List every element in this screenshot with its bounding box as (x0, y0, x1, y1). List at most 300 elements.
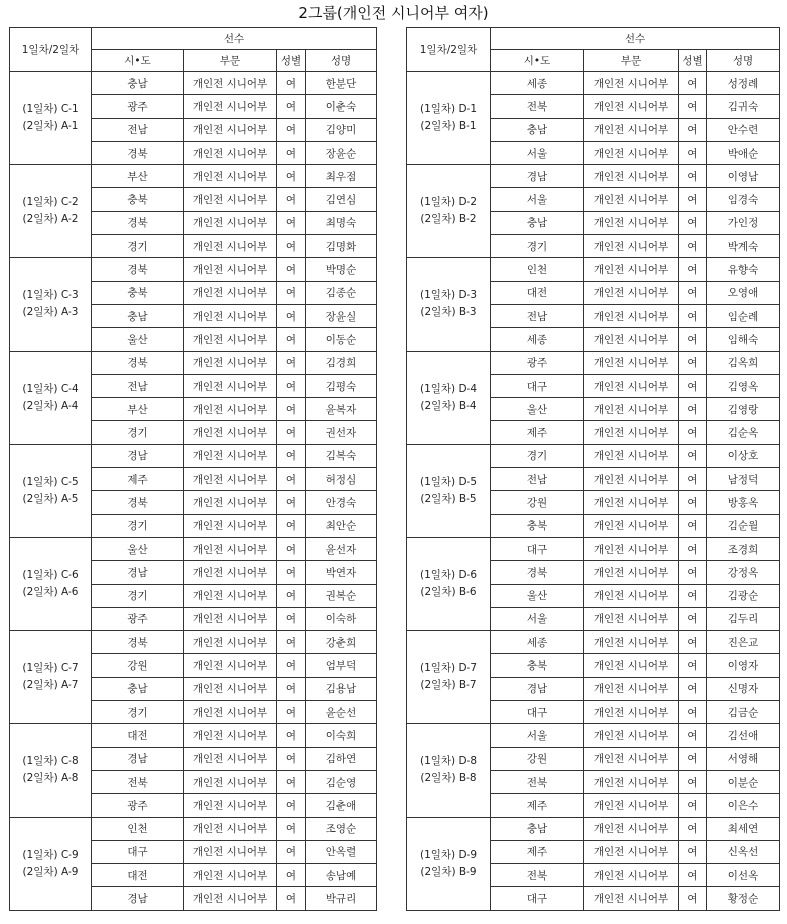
division-cell: 개인전 시니어부 (184, 701, 277, 724)
name-cell: 김금순 (707, 701, 780, 724)
name-cell: 김종순 (306, 281, 377, 304)
division-cell: 개인전 시니어부 (184, 770, 277, 793)
name-cell: 엄부덕 (306, 654, 377, 677)
day1-label: (1일차) D-2 (419, 196, 478, 209)
division-cell: 개인전 시니어부 (584, 631, 679, 654)
gender-cell: 여 (679, 654, 707, 677)
division-cell: 개인전 시니어부 (184, 351, 277, 374)
region-cell: 강원 (92, 654, 184, 677)
division-cell: 개인전 시니어부 (184, 141, 277, 164)
region-cell: 경북 (92, 351, 184, 374)
region-cell: 제주 (92, 468, 184, 491)
division-cell: 개인전 시니어부 (184, 817, 277, 840)
division-cell: 개인전 시니어부 (584, 141, 679, 164)
name-cell: 성정례 (707, 72, 780, 95)
header-day: 1일차/2일차 (407, 28, 491, 72)
region-cell: 강원 (491, 747, 584, 770)
name-cell: 윤순선 (306, 701, 377, 724)
division-cell: 개인전 시니어부 (584, 398, 679, 421)
name-cell: 김평숙 (306, 374, 377, 397)
name-cell: 김귀숙 (707, 95, 780, 118)
gender-cell: 여 (679, 817, 707, 840)
name-cell: 송남예 (306, 864, 377, 887)
division-cell: 개인전 시니어부 (184, 258, 277, 281)
name-cell: 강정옥 (707, 561, 780, 584)
region-cell: 대전 (92, 724, 184, 747)
region-cell: 광주 (92, 794, 184, 817)
gender-cell: 여 (679, 374, 707, 397)
region-cell: 충남 (92, 677, 184, 700)
table-row (407, 817, 780, 840)
region-cell: 제주 (491, 794, 584, 817)
division-cell: 개인전 시니어부 (584, 887, 679, 910)
gender-cell: 여 (277, 794, 306, 817)
name-cell: 김경희 (306, 351, 377, 374)
name-cell: 김광순 (707, 584, 780, 607)
region-cell: 경기 (92, 701, 184, 724)
gender-cell: 여 (679, 328, 707, 351)
name-cell: 김순옥 (707, 421, 780, 444)
name-cell: 허정심 (306, 468, 377, 491)
gender-cell: 여 (277, 211, 306, 234)
division-cell: 개인전 시니어부 (584, 794, 679, 817)
day1-label: (1일차) C-7 (22, 662, 79, 675)
gender-cell: 여 (679, 95, 707, 118)
gender-cell: 여 (277, 537, 306, 560)
group-day-cell (407, 72, 491, 165)
day1-label: (1일차) D-1 (419, 103, 478, 116)
region-cell: 광주 (491, 351, 584, 374)
day2-label: (2일차) A-2 (22, 213, 79, 226)
gender-cell: 여 (277, 677, 306, 700)
day2-label: (2일차) B-2 (420, 213, 477, 226)
header-gender: 성별 (679, 50, 707, 72)
name-cell: 이상호 (707, 444, 780, 467)
name-cell: 이분순 (707, 770, 780, 793)
group-day-cell (407, 258, 491, 351)
gender-cell: 여 (679, 794, 707, 817)
region-cell: 대구 (491, 537, 584, 560)
region-cell: 세종 (491, 72, 584, 95)
table-row (407, 165, 780, 188)
region-cell: 경남 (92, 887, 184, 910)
table-row (10, 537, 377, 560)
region-cell: 경기 (491, 444, 584, 467)
gender-cell: 여 (277, 165, 306, 188)
gender-cell: 여 (277, 328, 306, 351)
region-cell: 서울 (491, 607, 584, 630)
day2-label: (2일차) A-3 (22, 306, 79, 319)
name-cell: 김순영 (306, 770, 377, 793)
division-cell: 개인전 시니어부 (184, 374, 277, 397)
group-day-cell (10, 537, 92, 630)
day1-label: (1일차) C-1 (22, 103, 79, 116)
table-row (10, 72, 377, 95)
division-cell: 개인전 시니어부 (184, 794, 277, 817)
name-cell: 이동순 (306, 328, 377, 351)
gender-cell: 여 (277, 304, 306, 327)
region-cell: 경북 (92, 211, 184, 234)
day1-label: (1일차) C-3 (22, 289, 79, 302)
region-cell: 경북 (92, 141, 184, 164)
region-cell: 제주 (491, 421, 584, 444)
division-cell: 개인전 시니어부 (584, 514, 679, 537)
name-cell: 장윤순 (306, 141, 377, 164)
table-row (10, 724, 377, 747)
day2-label: (2일차) B-4 (420, 399, 477, 412)
name-cell: 이춘숙 (306, 95, 377, 118)
group-day-cell (10, 444, 92, 537)
region-cell: 경남 (491, 165, 584, 188)
gender-cell: 여 (679, 281, 707, 304)
division-cell: 개인전 시니어부 (584, 281, 679, 304)
division-cell: 개인전 시니어부 (584, 817, 679, 840)
division-cell: 개인전 시니어부 (184, 235, 277, 258)
division-cell: 개인전 시니어부 (584, 304, 679, 327)
region-cell: 전북 (491, 95, 584, 118)
table-row (10, 165, 377, 188)
table-row (407, 724, 780, 747)
division-cell: 개인전 시니어부 (184, 864, 277, 887)
group-day-cell (407, 724, 491, 817)
name-cell: 박애순 (707, 141, 780, 164)
name-cell: 방홍옥 (707, 491, 780, 514)
region-cell: 제주 (491, 840, 584, 863)
region-cell: 전남 (491, 468, 584, 491)
gender-cell: 여 (277, 514, 306, 537)
division-cell: 개인전 시니어부 (584, 770, 679, 793)
division-cell: 개인전 시니어부 (584, 444, 679, 467)
region-cell: 울산 (491, 584, 584, 607)
region-cell: 전남 (92, 118, 184, 141)
gender-cell: 여 (679, 72, 707, 95)
division-cell: 개인전 시니어부 (584, 677, 679, 700)
region-cell: 경남 (92, 561, 184, 584)
gender-cell: 여 (679, 840, 707, 863)
name-cell: 윤복자 (306, 398, 377, 421)
gender-cell: 여 (679, 514, 707, 537)
gender-cell: 여 (679, 770, 707, 793)
division-cell: 개인전 시니어부 (584, 584, 679, 607)
division-cell: 개인전 시니어부 (584, 374, 679, 397)
table-row (10, 817, 377, 840)
name-cell: 이은수 (707, 794, 780, 817)
division-cell: 개인전 시니어부 (184, 561, 277, 584)
region-cell: 전북 (491, 864, 584, 887)
gender-cell: 여 (679, 677, 707, 700)
region-cell: 충남 (92, 72, 184, 95)
header-division: 부문 (584, 50, 679, 72)
group-day-cell (407, 817, 491, 910)
region-cell: 충남 (92, 304, 184, 327)
region-cell: 경기 (92, 584, 184, 607)
name-cell: 신명자 (707, 677, 780, 700)
gender-cell: 여 (277, 235, 306, 258)
division-cell: 개인전 시니어부 (184, 421, 277, 444)
day2-label: (2일차) B-6 (420, 586, 477, 599)
region-cell: 부산 (92, 398, 184, 421)
day1-label: (1일차) C-9 (22, 848, 79, 861)
day1-label: (1일차) C-5 (22, 475, 79, 488)
region-cell: 경북 (92, 258, 184, 281)
division-cell: 개인전 시니어부 (184, 188, 277, 211)
region-cell: 충북 (92, 188, 184, 211)
day1-label: (1일차) D-7 (419, 662, 478, 675)
gender-cell: 여 (679, 537, 707, 560)
name-cell: 김하연 (306, 747, 377, 770)
name-cell: 가인정 (707, 211, 780, 234)
name-cell: 임순례 (707, 304, 780, 327)
name-cell: 김명화 (306, 235, 377, 258)
region-cell: 경남 (92, 444, 184, 467)
day1-label: (1일차) C-4 (22, 382, 79, 395)
region-cell: 경북 (491, 561, 584, 584)
region-cell: 서울 (491, 724, 584, 747)
division-cell: 개인전 시니어부 (184, 724, 277, 747)
gender-cell: 여 (277, 95, 306, 118)
division-cell: 개인전 시니어부 (584, 235, 679, 258)
group-day-cell (10, 724, 92, 817)
day1-label: (1일차) C-8 (22, 755, 79, 768)
region-cell: 서울 (491, 188, 584, 211)
day1-label: (1일차) D-4 (419, 382, 478, 395)
division-cell: 개인전 시니어부 (584, 747, 679, 770)
division-cell: 개인전 시니어부 (584, 537, 679, 560)
division-cell: 개인전 시니어부 (184, 398, 277, 421)
region-cell: 울산 (92, 328, 184, 351)
name-cell: 김영랑 (707, 398, 780, 421)
region-cell: 경북 (92, 631, 184, 654)
name-cell: 김양미 (306, 118, 377, 141)
day2-label: (2일차) A-7 (22, 679, 79, 692)
name-cell: 김복숙 (306, 444, 377, 467)
division-cell: 개인전 시니어부 (584, 421, 679, 444)
gender-cell: 여 (679, 864, 707, 887)
gender-cell: 여 (277, 351, 306, 374)
name-cell: 이영자 (707, 654, 780, 677)
name-cell: 김용남 (306, 677, 377, 700)
division-cell: 개인전 시니어부 (584, 468, 679, 491)
gender-cell: 여 (277, 701, 306, 724)
division-cell: 개인전 시니어부 (184, 631, 277, 654)
gender-cell: 여 (679, 235, 707, 258)
day2-label: (2일차) A-4 (22, 399, 79, 412)
gender-cell: 여 (679, 165, 707, 188)
division-cell: 개인전 시니어부 (584, 701, 679, 724)
region-cell: 대전 (92, 864, 184, 887)
name-cell: 안옥렬 (306, 840, 377, 863)
day2-label: (2일차) A-1 (22, 120, 79, 133)
gender-cell: 여 (277, 561, 306, 584)
name-cell: 최세연 (707, 817, 780, 840)
name-cell: 오영애 (707, 281, 780, 304)
region-cell: 대구 (491, 887, 584, 910)
gender-cell: 여 (277, 374, 306, 397)
region-cell: 울산 (92, 537, 184, 560)
division-cell: 개인전 시니어부 (584, 188, 679, 211)
gender-cell: 여 (277, 840, 306, 863)
table-row (10, 631, 377, 654)
gender-cell: 여 (679, 188, 707, 211)
name-cell: 안수련 (707, 118, 780, 141)
table-row (407, 72, 780, 95)
gender-cell: 여 (679, 468, 707, 491)
header-region: 시•도 (491, 50, 584, 72)
division-cell: 개인전 시니어부 (584, 118, 679, 141)
region-cell: 대구 (491, 374, 584, 397)
group-day-cell (10, 258, 92, 351)
gender-cell: 여 (679, 631, 707, 654)
division-cell: 개인전 시니어부 (184, 165, 277, 188)
division-cell: 개인전 시니어부 (584, 724, 679, 747)
name-cell: 진은교 (707, 631, 780, 654)
gender-cell: 여 (277, 584, 306, 607)
name-cell: 김두리 (707, 607, 780, 630)
division-cell: 개인전 시니어부 (184, 747, 277, 770)
gender-cell: 여 (679, 351, 707, 374)
region-cell: 대전 (491, 281, 584, 304)
group-table-left (9, 27, 377, 911)
gender-cell: 여 (679, 444, 707, 467)
division-cell: 개인전 시니어부 (584, 258, 679, 281)
name-cell: 조영순 (306, 817, 377, 840)
day2-label: (2일차) A-5 (22, 492, 79, 505)
division-cell: 개인전 시니어부 (184, 514, 277, 537)
gender-cell: 여 (679, 887, 707, 910)
division-cell: 개인전 시니어부 (184, 654, 277, 677)
name-cell: 최명숙 (306, 211, 377, 234)
division-cell: 개인전 시니어부 (584, 72, 679, 95)
table-row (10, 444, 377, 467)
gender-cell: 여 (277, 631, 306, 654)
name-cell: 강춘희 (306, 631, 377, 654)
header-player: 선수 (92, 28, 377, 50)
name-cell: 김영옥 (707, 374, 780, 397)
name-cell: 김순월 (707, 514, 780, 537)
gender-cell: 여 (679, 584, 707, 607)
gender-cell: 여 (679, 607, 707, 630)
division-cell: 개인전 시니어부 (584, 491, 679, 514)
division-cell: 개인전 시니어부 (184, 118, 277, 141)
name-cell: 유향숙 (707, 258, 780, 281)
gender-cell: 여 (277, 444, 306, 467)
name-cell: 임해숙 (707, 328, 780, 351)
table-row (407, 537, 780, 560)
day1-label: (1일차) D-5 (419, 475, 478, 488)
name-cell: 신옥선 (707, 840, 780, 863)
region-cell: 세종 (491, 631, 584, 654)
division-cell: 개인전 시니어부 (184, 584, 277, 607)
region-cell: 경기 (92, 514, 184, 537)
gender-cell: 여 (277, 118, 306, 141)
division-cell: 개인전 시니어부 (584, 328, 679, 351)
day1-label: (1일차) C-6 (22, 569, 79, 582)
name-cell: 안경숙 (306, 491, 377, 514)
gender-cell: 여 (679, 118, 707, 141)
table-row (407, 631, 780, 654)
region-cell: 충남 (491, 118, 584, 141)
name-cell: 이숙하 (306, 607, 377, 630)
region-cell: 경기 (491, 235, 584, 258)
name-cell: 권복순 (306, 584, 377, 607)
gender-cell: 여 (679, 747, 707, 770)
group-day-cell (407, 165, 491, 258)
name-cell: 박규리 (306, 887, 377, 910)
name-cell: 남정덕 (707, 468, 780, 491)
name-cell: 윤선자 (306, 537, 377, 560)
division-cell: 개인전 시니어부 (584, 95, 679, 118)
division-cell: 개인전 시니어부 (584, 561, 679, 584)
region-cell: 경남 (491, 677, 584, 700)
name-cell: 서영해 (707, 747, 780, 770)
gender-cell: 여 (277, 141, 306, 164)
region-cell: 충북 (92, 281, 184, 304)
day2-label: (2일차) A-6 (22, 586, 79, 599)
header-gender: 성별 (277, 50, 306, 72)
division-cell: 개인전 시니어부 (584, 607, 679, 630)
region-cell: 전남 (92, 374, 184, 397)
gender-cell: 여 (277, 770, 306, 793)
name-cell: 이영남 (707, 165, 780, 188)
name-cell: 한분단 (306, 72, 377, 95)
group-table-right (406, 27, 780, 911)
gender-cell: 여 (679, 491, 707, 514)
day2-label: (2일차) A-8 (22, 772, 79, 785)
name-cell: 김옥희 (707, 351, 780, 374)
division-cell: 개인전 시니어부 (184, 211, 277, 234)
gender-cell: 여 (277, 281, 306, 304)
gender-cell: 여 (277, 887, 306, 910)
name-cell: 권선자 (306, 421, 377, 444)
table-row (10, 351, 377, 374)
division-cell: 개인전 시니어부 (184, 72, 277, 95)
region-cell: 경기 (92, 421, 184, 444)
region-cell: 서울 (491, 141, 584, 164)
gender-cell: 여 (679, 398, 707, 421)
gender-cell: 여 (277, 747, 306, 770)
group-day-cell (407, 537, 491, 630)
division-cell: 개인전 시니어부 (184, 328, 277, 351)
division-cell: 개인전 시니어부 (184, 281, 277, 304)
gender-cell: 여 (277, 654, 306, 677)
day2-label: (2일차) B-1 (420, 120, 477, 133)
region-cell: 광주 (92, 95, 184, 118)
region-cell: 전남 (491, 304, 584, 327)
name-cell: 박연자 (306, 561, 377, 584)
gender-cell: 여 (277, 607, 306, 630)
table-row (407, 351, 780, 374)
region-cell: 충북 (491, 654, 584, 677)
gender-cell: 여 (277, 468, 306, 491)
region-cell: 대구 (92, 840, 184, 863)
region-cell: 충남 (491, 211, 584, 234)
gender-cell: 여 (679, 304, 707, 327)
gender-cell: 여 (679, 421, 707, 444)
division-cell: 개인전 시니어부 (184, 607, 277, 630)
region-cell: 충남 (491, 817, 584, 840)
group-day-cell (10, 631, 92, 724)
group-day-cell (10, 165, 92, 258)
day2-label: (2일차) B-7 (420, 679, 477, 692)
group-day-cell (10, 72, 92, 165)
day1-label: (1일차) D-3 (419, 289, 478, 302)
division-cell: 개인전 시니어부 (584, 654, 679, 677)
division-cell: 개인전 시니어부 (184, 840, 277, 863)
table-row (10, 258, 377, 281)
division-cell: 개인전 시니어부 (584, 211, 679, 234)
name-cell: 김연심 (306, 188, 377, 211)
table-row (407, 444, 780, 467)
